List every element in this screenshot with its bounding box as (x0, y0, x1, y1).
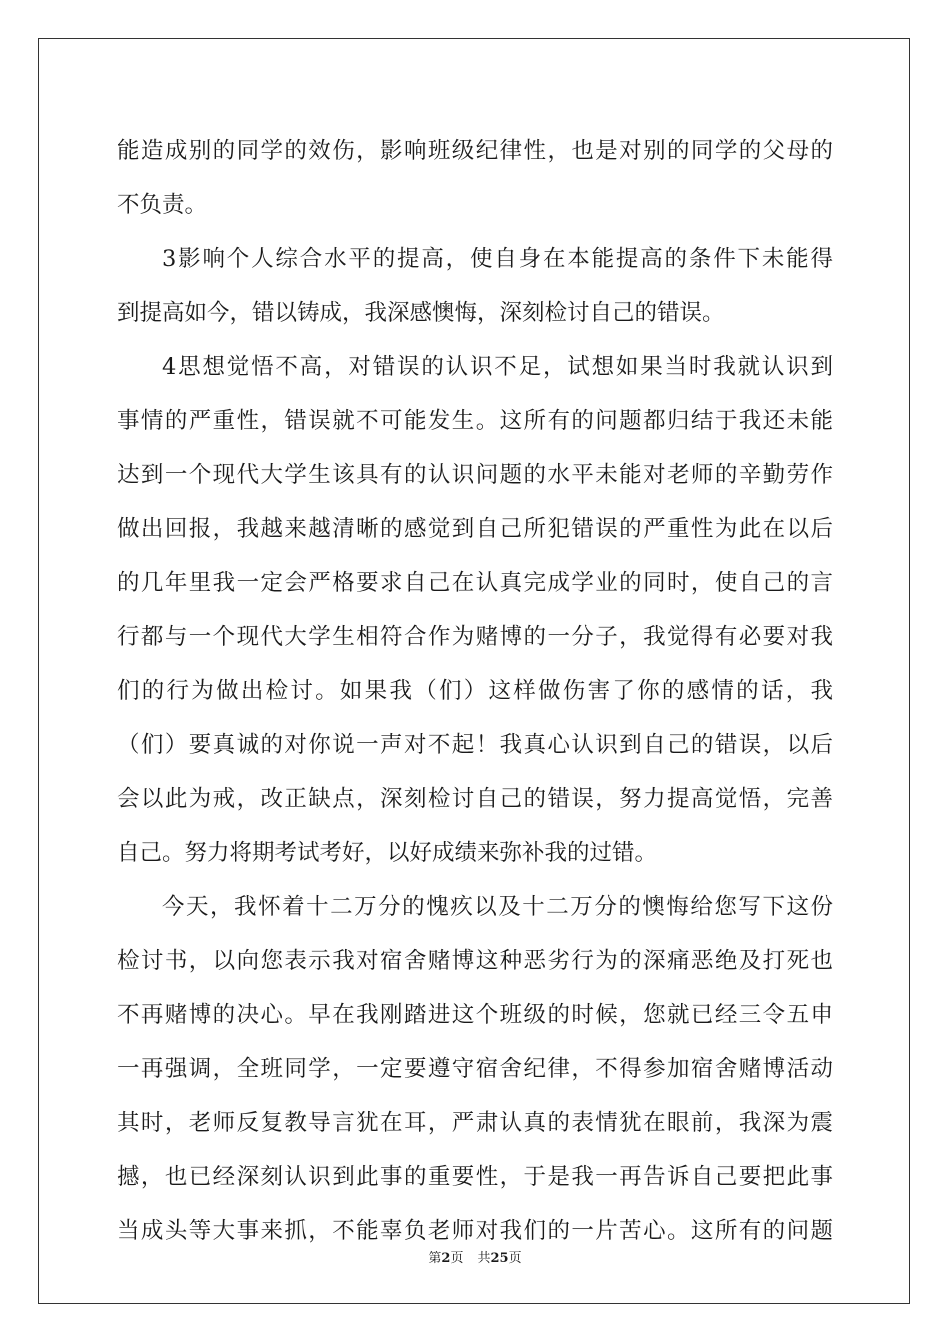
text-line: 会以此为戒，改正缺点，深刻检讨自己的错误，努力提高觉悟，完善 (117, 786, 833, 812)
text-line: 事情的严重性，错误就不可能发生。这所有的问题都归结于我还未能 (117, 408, 833, 434)
document-body (117, 124, 833, 1258)
footer-page-number: 2 (441, 1251, 451, 1266)
text-line: 撼，也已经深刻认识到此事的重要性，于是我一再告诉自己要把此事 (117, 1164, 833, 1190)
footer-page-suffix: 页 (450, 1251, 464, 1266)
text-line: 做出回报，我越来越清晰的感觉到自己所犯错误的严重性为此在以后 (117, 516, 833, 542)
text-line: 自己。努力将期考试考好，以好成绩来弥补我的过错。 (117, 840, 658, 866)
text-line: 的几年里我一定会严格要求自己在认真完成学业的同时，使自己的言 (117, 570, 833, 596)
text-line: 3影响个人综合水平的提高，使自身在本能提高的条件下未能得 (162, 246, 833, 272)
text-line: （们）要真诚的对你说一声对不起！我真心认识到自己的错误，以后 (117, 732, 833, 758)
text-line: 能造成别的同学的效伤，影响班级纪律性，也是对别的同学的父母的 (117, 138, 833, 164)
text-line: 不再赌博的决心。早在我刚踏进这个班级的时候，您就已经三令五申 (117, 1002, 833, 1028)
text-line: 4思想觉悟不高，对错误的认识不足，试想如果当时我就认识到 (162, 354, 833, 380)
footer-total-prefix: 共 (477, 1251, 491, 1266)
text-line: 行都与一个现代大学生相符合作为赌博的一分子，我觉得有必要对我 (117, 624, 833, 650)
text-line: 检讨书，以向您表示我对宿舍赌博这种恶劣行为的深痛恶绝及打死也 (117, 948, 833, 974)
text-line: 达到一个现代大学生该具有的认识问题的水平未能对老师的辛勤劳作 (117, 462, 833, 488)
text-line: 不负责。 (117, 192, 208, 218)
text-line: 一再强调，全班同学，一定要遵守宿舍纪律，不得参加宿舍赌博活动 (117, 1056, 833, 1082)
text-line: 们的行为做出检讨。如果我（们）这样做伤害了你的感情的话，我 (117, 678, 833, 704)
page-footer (0, 1247, 950, 1266)
text-line: 当成头等大事来抓，不能辜负老师对我们的一片苦心。这所有的问题 (117, 1218, 833, 1244)
text-line: 今天，我怀着十二万分的愧疚以及十二万分的懊悔给您写下这份 (162, 894, 833, 920)
footer-total-suffix: 页 (508, 1251, 522, 1266)
footer-total-pages: 25 (490, 1251, 509, 1266)
footer-page-prefix: 第 (428, 1251, 442, 1266)
text-line: 到提高如今，错以铸成，我深感懊悔，深刻检讨自己的错误。 (117, 300, 725, 326)
text-line: 其时，老师反复教导言犹在耳，严肃认真的表情犹在眼前，我深为震 (117, 1110, 833, 1136)
